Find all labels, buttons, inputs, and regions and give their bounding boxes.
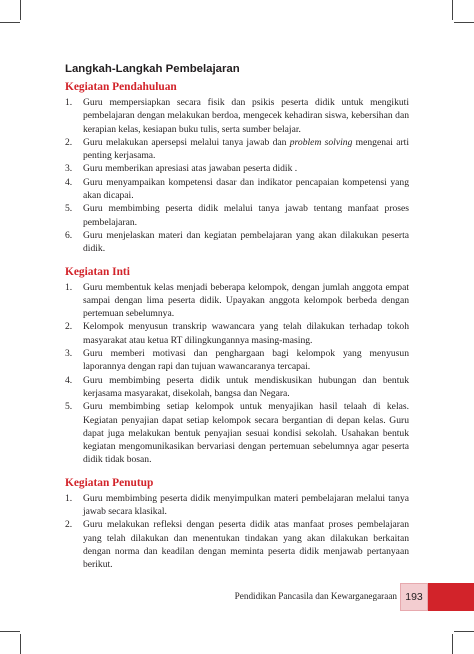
crop-mark [20, 634, 21, 654]
list-item: 5. Guru membimbing setiap kelompok untuk menyajikan hasil telaah di kelas. Kegiatan penyajian dapat setiap kelompok secara bergantian di depan kelas. Guru dapat juga melakukan bentuk penyajian sesuai kondisi sekolah. Usahakan bentuk kegiatan mengomunikasikan bervariasi dengan pertemuan sebelumnya agar peserta didik tidak bosan. [65, 401, 409, 466]
section-title: Langkah-Langkah Pembelajaran [65, 63, 240, 75]
list-pendahuluan [65, 96, 409, 256]
list-item: 2. Guru melakukan refleksi dengan peserta didik atas manfaat proses pembelajaran yang telah dilakukan dan menentukan tindakan yang akan dilakukan berkaitan dengan norma dan keadilan dengan meminta peserta didik menjawab pertanyaan berikut. [65, 519, 409, 571]
list-item: 5. Guru membimbing peserta didik melalui tanya jawab tentang manfaat proses pembelajaran. [65, 203, 409, 228]
footer-book-title: Pendidikan Pancasila dan Kewarganegaraan [234, 591, 397, 601]
list-item: 3. Guru memberi motivasi dan penghargaan bagi kelompok yang menyusun laporannya dengan rapi dan tujuan wawancaranya tercapai. [65, 348, 409, 373]
subhead-penutup: Kegiatan Penutup [65, 476, 154, 489]
list-penutup [65, 492, 409, 572]
crop-mark [454, 22, 474, 23]
list-item: 1. Guru membentuk kelas menjadi beberapa kelompok, dengan jumlah anggota empat sampai dengan lima peserta didik. Upayakan anggota kelompok berbeda dengan pertemuan sebelumnya. [65, 281, 409, 320]
list-item: 2. Guru melakukan apersepsi melalui tanya jawab dan problem solving mengenai arti penting kerjasama. [65, 136, 410, 162]
italic-term: problem solving [289, 136, 353, 148]
page-content [65, 62, 409, 572]
list-item: 4. Guru membimbing peserta didik untuk mendiskusikan hubungan dan bentuk kerjasama masyarakat, disekolah, bangsa dan Negara. [65, 374, 409, 399]
crop-mark [452, 0, 453, 20]
page-number: 193 [400, 583, 428, 611]
list-item: 1. Guru mempersiapkan secara fisik dan psikis peserta didik untuk mengikuti pembelajaran dengan melakukan berdoa, mengecek kehadiran siswa, kebersihan dan kerapian kelas, kesiapan buku tulis, serta sumber belajar. [65, 97, 409, 135]
crop-mark [0, 22, 20, 23]
footer-red-strip [428, 583, 474, 611]
list-item: 3. Guru memberikan apresiasi atas jawaban peserta didik . [65, 163, 298, 175]
crop-mark [20, 0, 21, 20]
list-item: 1. Guru membimbing peserta didik menyimpulkan materi pembelajaran melalui tanya jawab secara klasikal. [65, 492, 409, 518]
list-item: 6. Guru menjelaskan materi dan kegiatan pembelajaran yang akan dilakukan peserta didik. [65, 229, 409, 255]
subhead-pendahuluan: Kegiatan Pendahuluan [65, 81, 177, 93]
crop-mark [0, 631, 20, 632]
list-item: 4. Guru menyampaikan kompetensi dasar dan indikator pencapaian kompetensi yang akan dicapai. [65, 176, 409, 202]
crop-mark [454, 631, 474, 632]
crop-mark [452, 634, 453, 654]
subhead-inti: Kegiatan Inti [65, 265, 130, 278]
list-item: 2. Kelompok menyusun transkrip wawancara yang telah dilakukan terhadap tokoh masyarakat atau ketua RT dilingkungannya masing-masing. [65, 321, 409, 346]
list-inti [65, 281, 409, 467]
